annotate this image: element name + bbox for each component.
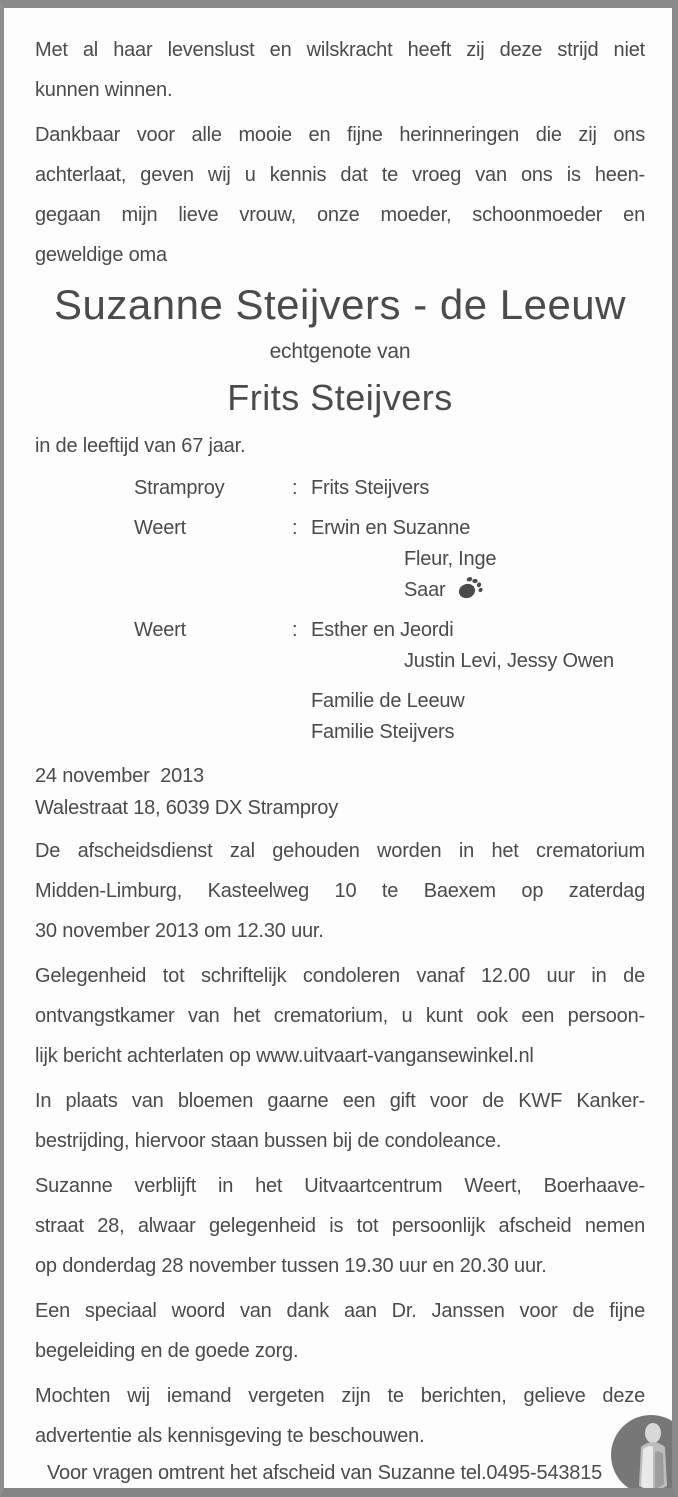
text-line: Mochten wij iemand vergeten zijn te berichten, gelieve deze — [35, 1385, 645, 1407]
family-names: Frits Steijvers — [311, 477, 430, 499]
text-line: geweldige oma — [35, 244, 167, 266]
text-line: Met al haar levenslust en wilskracht heeft zij deze strijd niet — [35, 39, 645, 61]
family-colon: : — [292, 477, 298, 499]
family-colon: : — [292, 517, 298, 539]
info-paragraph — [35, 1376, 645, 1456]
text-line: ontvangstkamer van het crematorium, u kunt ook een persoon- — [35, 1005, 645, 1027]
family-line — [35, 686, 645, 717]
text-line: straat 28, alwaar gelegenheid is tot persoonlijk afscheid nemen — [35, 1215, 645, 1237]
family-names: Familie Steijvers — [311, 721, 455, 743]
text-line: Suzanne verblijft in het Uitvaartcentrum Weert, Boerhaave- — [35, 1175, 645, 1197]
age-line: in de leeftijd van 67 jaar. — [35, 435, 246, 457]
text-line: begeleiding en de goede zorg. — [35, 1340, 299, 1362]
family-names: Fleur, Inge — [404, 548, 497, 570]
obituary-content — [4, 8, 672, 1488]
text-line: De afscheidsdienst zal gehouden worden in het crematorium — [35, 840, 645, 862]
family-names: Saar — [404, 575, 483, 606]
text-line: Walestraat 18, 6039 DX Stramproy — [35, 797, 338, 819]
family-line — [35, 544, 645, 575]
text-line: kunnen winnen. — [35, 79, 173, 101]
family-line — [35, 615, 645, 646]
text-line: op donderdag 28 november tussen 19.30 uur en 20.30 uur. — [35, 1255, 547, 1277]
family-line — [35, 717, 645, 748]
family-names: Erwin en Suzanne — [311, 517, 471, 539]
text-line: gegaan mijn lieve vrouw, onze moeder, schoonmoeder en — [35, 204, 645, 226]
family-place: Weert — [134, 619, 186, 641]
text-line: Een speciaal woord van dank aan Dr. Janssen voor de fijne — [35, 1300, 645, 1322]
relation-line: echtgenote van — [269, 340, 411, 363]
family-place: Stramproy — [134, 477, 225, 499]
family-place: Weert — [134, 517, 186, 539]
text-line: In plaats van bloemen gaarne een gift voor de KWF Kanker- — [35, 1090, 645, 1112]
intro-paragraph — [35, 115, 645, 275]
family-names: Familie de Leeuw — [311, 690, 465, 712]
info-paragraph — [35, 1291, 645, 1371]
family-names: Justin Levi, Jessy Owen — [404, 650, 614, 672]
info-paragraphs — [35, 831, 645, 1456]
family-list — [35, 473, 645, 748]
family-line — [35, 513, 645, 544]
paw-print-icon — [456, 576, 483, 600]
text-line: bestrijding, hiervoor staan bussen bij de condoleance. — [35, 1130, 502, 1152]
spouse-name: Frits Steijvers — [227, 377, 453, 418]
deceased-name: Suzanne Steijvers - de Leeuw — [54, 281, 626, 328]
date-address-block — [35, 760, 645, 824]
text-line: Midden-Limburg, Kasteelweg 10 te Baexem op zaterdag — [35, 880, 645, 902]
text-line: Dankbaar voor alle mooie en fijne herinneringen die zij ons — [35, 124, 645, 146]
family-line — [35, 646, 645, 677]
family-line — [35, 473, 645, 504]
intro-paragraphs — [35, 30, 645, 275]
info-paragraph — [35, 831, 645, 951]
contact-line: Voor vragen omtrent het afscheid van Suzanne tel.0495-543815 — [47, 1462, 603, 1484]
text-line: advertentie als kennisgeving te beschouwen. — [35, 1425, 425, 1447]
text-line: achterlaat, geven wij u kennis dat te vroeg van ons is heen- — [35, 164, 645, 186]
family-names: Esther en Jeordi — [311, 619, 454, 641]
info-paragraph — [35, 1166, 645, 1286]
text-line: Gelegenheid tot schriftelijk condoleren vanaf 12.00 uur in de — [35, 965, 645, 987]
info-paragraph — [35, 956, 645, 1076]
text-line: 30 november 2013 om 12.30 uur. — [35, 920, 324, 942]
info-paragraph — [35, 1081, 645, 1161]
date-address-paragraph — [35, 760, 645, 824]
text-line: 24 november 2013 — [35, 765, 204, 787]
text-line: lijk bericht achterlaten op www.uitvaart-vangansewinkel.nl — [35, 1045, 534, 1067]
family-line — [35, 575, 645, 606]
family-colon: : — [292, 619, 298, 641]
intro-paragraph — [35, 30, 645, 110]
